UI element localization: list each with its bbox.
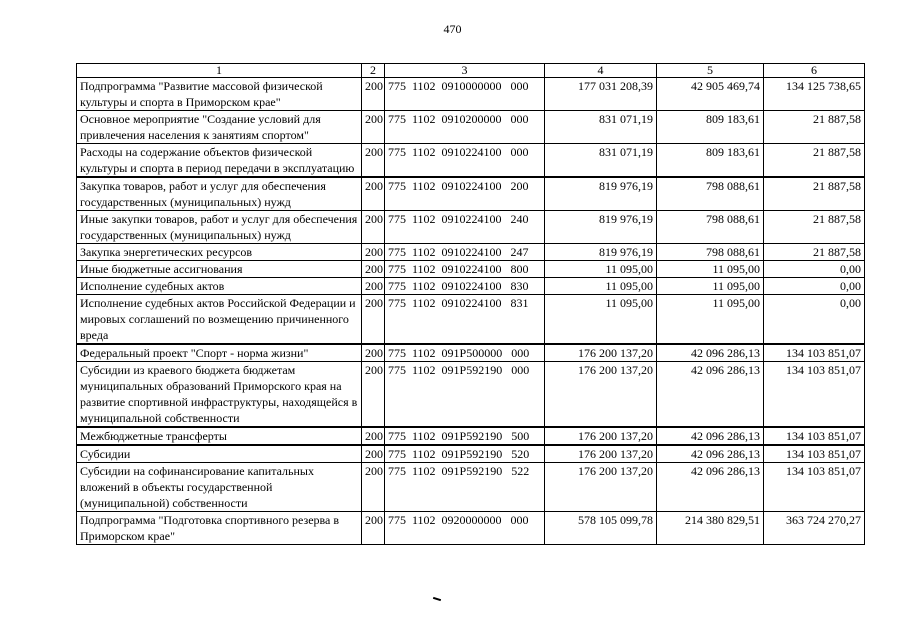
grbs-code-cell: 200 [362,78,385,111]
amount-col6-cell: 363 724 270,27 [764,512,865,545]
budget-code-cell: 775 1102 0910224100 800 [385,261,545,278]
table-row [77,512,865,545]
amount-col5-cell: 798 088,61 [657,177,764,211]
amount-col4-cell: 176 200 137,20 [545,445,657,463]
table-row [77,261,865,278]
amount-col6-cell: 0,00 [764,295,865,345]
amount-col5-cell: 42 096 286,13 [657,463,764,512]
amount-col4-cell: 177 031 208,39 [545,78,657,111]
item-name-cell: Исполнение судебных актов Российской Федерации и мировых соглашений по возмещению причиненного вреда [77,295,362,345]
item-name-cell: Субсидии [77,445,362,463]
budget-code-cell: 775 1102 0910224100 200 [385,177,545,211]
grbs-code-cell: 200 [362,344,385,362]
budget-code-cell: 775 1102 0910200000 000 [385,111,545,144]
amount-col4-cell: 176 200 137,20 [545,463,657,512]
grbs-code-cell: 200 [362,144,385,178]
table-row [77,427,865,445]
item-name-cell: Подпрограмма "Развитие массовой физической культуры и спорта в Приморском крае" [77,78,362,111]
budget-code-cell: 775 1102 091P592190 500 [385,427,545,445]
amount-col6-cell: 21 887,58 [764,111,865,144]
budget-code-cell: 775 1102 0920000000 000 [385,512,545,545]
budget-code-cell: 775 1102 0910224100 830 [385,278,545,295]
budget-code-cell: 775 1102 091P500000 000 [385,344,545,362]
item-name-cell: Закупка энергетических ресурсов [77,244,362,261]
amount-col4-cell: 831 071,19 [545,111,657,144]
amount-col5-cell: 11 095,00 [657,261,764,278]
table-row [77,295,865,345]
grbs-code-cell: 200 [362,362,385,428]
item-name-cell: Закупка товаров, работ и услуг для обеспечения государственных (муниципальных) нужд [77,177,362,211]
amount-col6-cell: 134 103 851,07 [764,463,865,512]
amount-col6-cell: 21 887,58 [764,244,865,261]
grbs-code-cell: 200 [362,211,385,244]
amount-col4-cell: 11 095,00 [545,261,657,278]
budget-code-cell: 775 1102 0910224100 831 [385,295,545,345]
amount-col5-cell: 42 096 286,13 [657,445,764,463]
amount-col5-cell: 11 095,00 [657,278,764,295]
grbs-code-cell: 200 [362,445,385,463]
budget-table [76,63,865,545]
grbs-code-cell: 200 [362,244,385,261]
amount-col4-cell: 176 200 137,20 [545,362,657,428]
grbs-code-cell: 200 [362,463,385,512]
header-cell: 4 [545,64,657,78]
header-cell: 1 [77,64,362,78]
grbs-code-cell: 200 [362,111,385,144]
budget-code-cell: 775 1102 0910224100 247 [385,244,545,261]
table-row [77,445,865,463]
table-row [77,362,865,428]
amount-col6-cell: 134 103 851,07 [764,344,865,362]
amount-col5-cell: 798 088,61 [657,211,764,244]
amount-col4-cell: 11 095,00 [545,278,657,295]
item-name-cell: Исполнение судебных актов [77,278,362,295]
amount-col4-cell: 819 976,19 [545,177,657,211]
amount-col5-cell: 214 380 829,51 [657,512,764,545]
amount-col5-cell: 42 096 286,13 [657,427,764,445]
amount-col6-cell: 0,00 [764,278,865,295]
grbs-code-cell: 200 [362,295,385,345]
table-row [77,463,865,512]
amount-col5-cell: 42 096 286,13 [657,362,764,428]
header-cell: 5 [657,64,764,78]
budget-code-cell: 775 1102 091P592190 000 [385,362,545,428]
header-cell: 6 [764,64,865,78]
item-name-cell: Основное мероприятие "Создание условий для привлечения населения к занятиям спортом" [77,111,362,144]
amount-col6-cell: 21 887,58 [764,177,865,211]
amount-col6-cell: 134 103 851,07 [764,362,865,428]
item-name-cell: Иные бюджетные ассигнования [77,261,362,278]
budget-code-cell: 775 1102 091P592190 520 [385,445,545,463]
grbs-code-cell: 200 [362,427,385,445]
table-row [77,111,865,144]
budget-code-cell: 775 1102 0910224100 000 [385,144,545,178]
header-row [77,64,865,78]
amount-col4-cell: 819 976,19 [545,244,657,261]
header-cell: 2 [362,64,385,78]
budget-code-cell: 775 1102 0910224100 240 [385,211,545,244]
header-cell: 3 [385,64,545,78]
item-name-cell: Иные закупки товаров, работ и услуг для обеспечения государственных (муниципальных) нужд [77,211,362,244]
amount-col4-cell: 578 105 099,78 [545,512,657,545]
amount-col4-cell: 176 200 137,20 [545,427,657,445]
amount-col4-cell: 819 976,19 [545,211,657,244]
amount-col6-cell: 21 887,58 [764,211,865,244]
amount-col5-cell: 798 088,61 [657,244,764,261]
item-name-cell: Межбюджетные трансферты [77,427,362,445]
amount-col6-cell: 0,00 [764,261,865,278]
table-row [77,144,865,178]
amount-col6-cell: 134 103 851,07 [764,427,865,445]
amount-col6-cell: 134 103 851,07 [764,445,865,463]
amount-col5-cell: 42 096 286,13 [657,344,764,362]
table-row [77,244,865,261]
amount-col5-cell: 42 905 469,74 [657,78,764,111]
stray-mark [433,597,441,601]
item-name-cell: Федеральный проект "Спорт - норма жизни" [77,344,362,362]
amount-col5-cell: 809 183,61 [657,144,764,178]
page-number: 470 [443,22,462,36]
table-row [77,344,865,362]
amount-col6-cell: 134 125 738,65 [764,78,865,111]
item-name-cell: Субсидии из краевого бюджета бюджетам муниципальных образований Приморского края на развитие спортивной инфраструктуры, находящейся в муниципальной собственности [77,362,362,428]
amount-col5-cell: 11 095,00 [657,295,764,345]
amount-col4-cell: 831 071,19 [545,144,657,178]
item-name-cell: Подпрограмма "Подготовка спортивного резерва в Приморском крае" [77,512,362,545]
amount-col4-cell: 11 095,00 [545,295,657,345]
amount-col6-cell: 21 887,58 [764,144,865,178]
grbs-code-cell: 200 [362,278,385,295]
amount-col5-cell: 809 183,61 [657,111,764,144]
table-row [77,177,865,211]
grbs-code-cell: 200 [362,512,385,545]
table-row [77,278,865,295]
table-row [77,78,865,111]
item-name-cell: Расходы на содержание объектов физической культуры и спорта в период передачи в эксплуатацию [77,144,362,178]
item-name-cell: Субсидии на софинансирование капитальных вложений в объекты государственной (муниципальной) собственности [77,463,362,512]
grbs-code-cell: 200 [362,177,385,211]
table-row [77,211,865,244]
amount-col4-cell: 176 200 137,20 [545,344,657,362]
budget-code-cell: 775 1102 0910000000 000 [385,78,545,111]
budget-code-cell: 775 1102 091P592190 522 [385,463,545,512]
grbs-code-cell: 200 [362,261,385,278]
